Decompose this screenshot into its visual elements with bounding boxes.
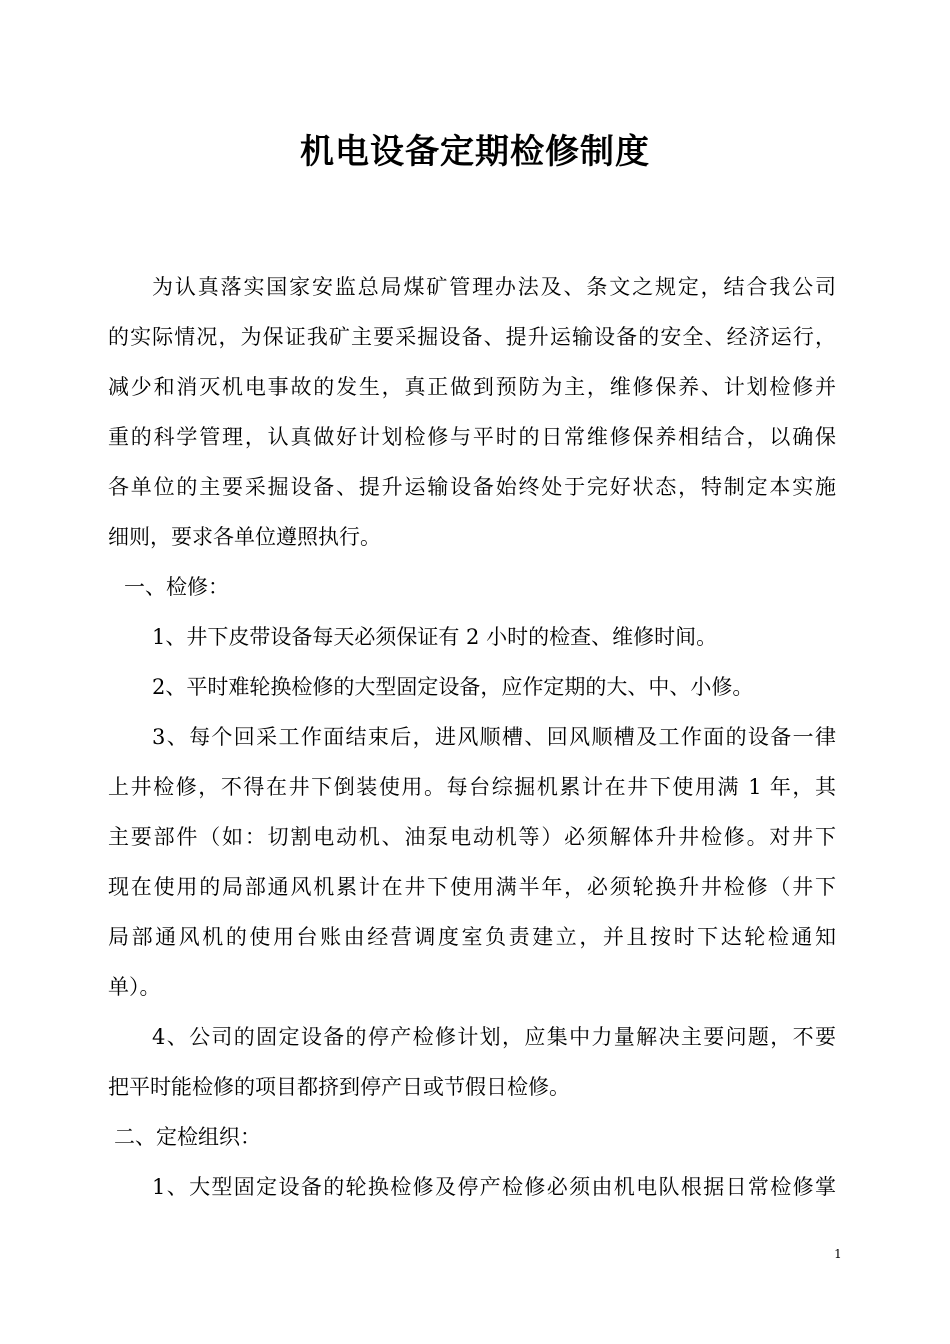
intro-paragraph <box>108 262 836 562</box>
paragraph-line: 现在使用的局部通风机累计在井下使用满半年，必须轮换升井检修（井下 <box>108 875 836 899</box>
paragraph-line: 的实际情况，为保证我矿主要采掘设备、提升运输设备的安全、经济运行， <box>108 325 836 349</box>
paragraph-line: 为认真落实国家安监总局煤矿管理办法及、条文之规定，结合我公司 <box>152 275 836 299</box>
list-item <box>108 1012 836 1112</box>
paragraph-line: 3、每个回采工作面结束后，进风顺槽、回风顺槽及工作面的设备一律 <box>152 725 836 749</box>
section-heading: 一、检修： <box>124 575 229 599</box>
document-title: 机电设备定期检修制度 <box>300 132 650 172</box>
paragraph-line: 各单位的主要采掘设备、提升运输设备始终处于完好状态，特制定本实施 <box>108 475 836 499</box>
paragraph-line: 把平时能检修的项目都挤到停产日或节假日检修。 <box>108 1075 570 1099</box>
paragraph-line: 上井检修，不得在井下倒装使用。每台综掘机累计在井下使用满 1 年，其 <box>108 775 836 799</box>
paragraph-line: 主要部件（如：切割电动机、油泵电动机等）必须解体升井检修。对井下 <box>108 825 836 849</box>
paragraph-line: 减少和消灭机电事故的发生，真正做到预防为主，维修保养、计划检修并 <box>108 375 836 399</box>
paragraph-line: 细则，要求各单位遵照执行。 <box>108 525 381 549</box>
paragraph-line: 重的科学管理，认真做好计划检修与平时的日常维修保养相结合，以确保 <box>108 425 836 449</box>
document-body <box>108 262 836 1212</box>
list-item: 1、大型固定设备的轮换检修及停产检修必须由机电队根据日常检修掌 <box>152 1175 836 1199</box>
section-heading: 二、定检组织： <box>114 1125 261 1149</box>
paragraph-line: 4、公司的固定设备的停产检修计划，应集中力量解决主要问题，不要 <box>152 1025 836 1049</box>
page-number: 1 <box>834 1247 842 1261</box>
list-item <box>108 712 836 1012</box>
paragraph-line: 单）。 <box>108 975 161 999</box>
list-item: 1、井下皮带设备每天必须保证有 2 小时的检查、维修时间。 <box>152 625 718 649</box>
paragraph-line: 局部通风机的使用台账由经营调度室负责建立，并且按时下达轮检通知 <box>108 925 836 949</box>
list-item: 2、平时难轮换检修的大型固定设备，应作定期的大、中、小修。 <box>152 675 754 699</box>
